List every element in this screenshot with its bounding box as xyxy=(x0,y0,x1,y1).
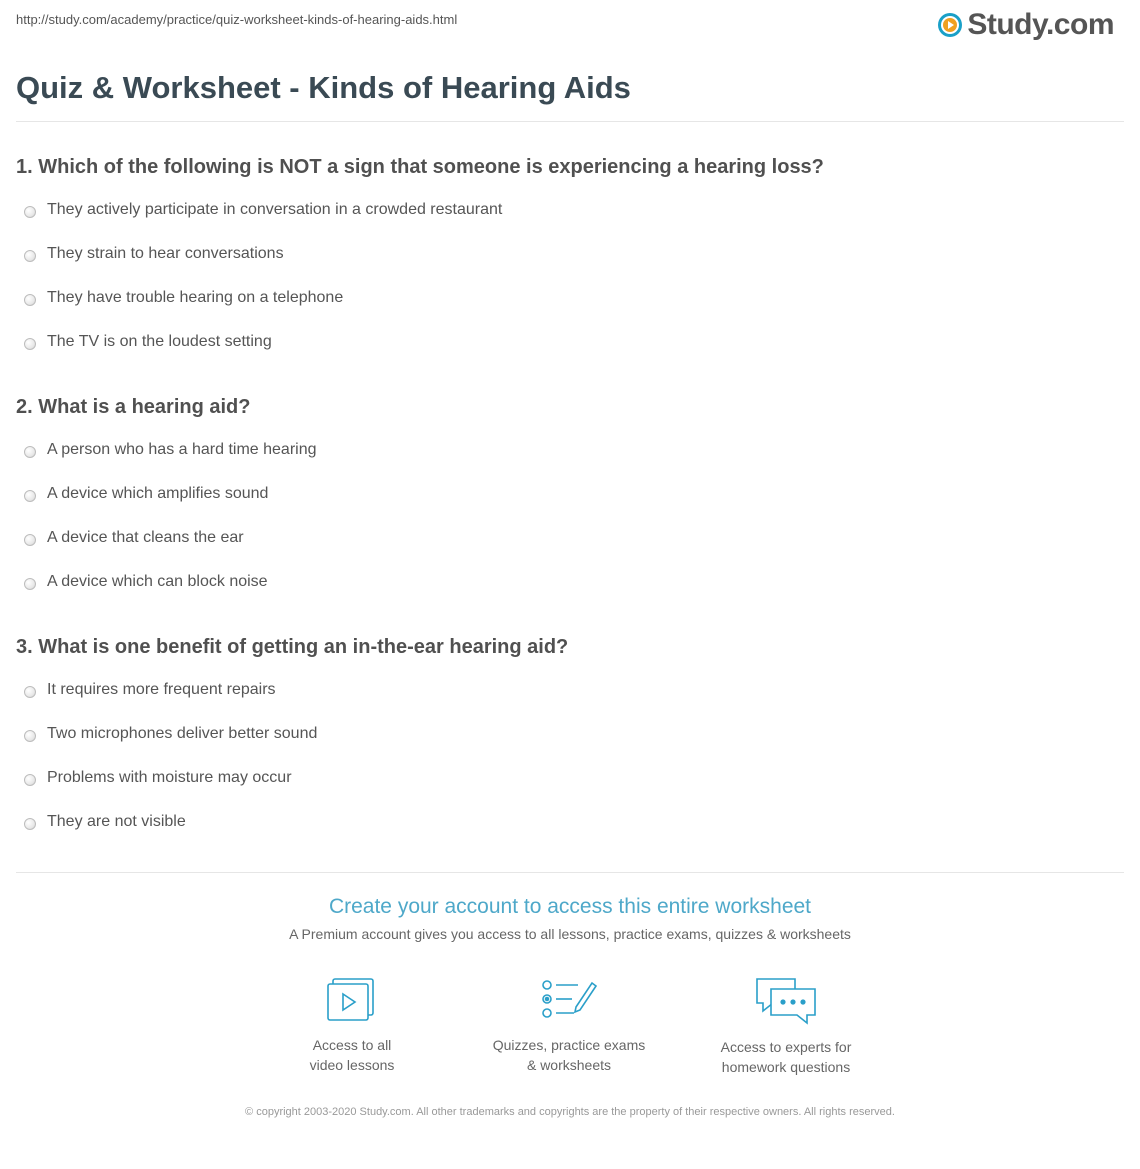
quiz-checklist-icon xyxy=(540,975,598,1025)
question-3 xyxy=(16,635,1124,845)
radio-button[interactable] xyxy=(24,730,36,742)
page-title: Quiz & Worksheet - Kinds of Hearing Aids xyxy=(16,70,631,105)
question-1 xyxy=(16,155,1124,365)
answer-label: The TV is on the loudest setting xyxy=(47,333,272,350)
cta-subtitle: A Premium account gives you access to all lessons, practice exams, quizzes & worksheets xyxy=(289,926,851,942)
answer-option[interactable] xyxy=(16,233,1124,277)
answer-option[interactable] xyxy=(16,429,1124,473)
answer-label: Problems with moisture may occur xyxy=(47,769,292,786)
answer-option[interactable] xyxy=(16,473,1124,517)
page-url: http://study.com/academy/practice/quiz-worksheet-kinds-of-hearing-aids.html xyxy=(16,12,458,27)
answer-option[interactable] xyxy=(16,757,1124,801)
feature-label: Access to experts for homework questions xyxy=(720,1039,852,1075)
question-text: 3. What is one benefit of getting an in-the-ear hearing aid? xyxy=(16,636,569,658)
question-text: 1. Which of the following is NOT a sign that someone is experiencing a hearing loss? xyxy=(16,156,824,178)
feature-label: Access to all video lessons xyxy=(309,1037,395,1073)
radio-button[interactable] xyxy=(24,338,36,350)
create-account-link[interactable]: Create your account to access this entire worksheet xyxy=(328,895,812,918)
answer-option[interactable] xyxy=(16,321,1124,365)
top-bar xyxy=(16,8,1114,42)
feature-experts xyxy=(686,975,886,1077)
answer-option[interactable] xyxy=(16,801,1124,845)
radio-button[interactable] xyxy=(24,686,36,698)
radio-button[interactable] xyxy=(24,446,36,458)
answer-label: They actively participate in conversation in a crowded restaurant xyxy=(47,201,503,218)
question-text: 2. What is a hearing aid? xyxy=(16,396,251,418)
answer-list xyxy=(16,189,1124,365)
answer-option[interactable] xyxy=(16,561,1124,605)
feature-quizzes xyxy=(469,975,669,1075)
answer-label: A device that cleans the ear xyxy=(47,529,244,546)
answer-label: They are not visible xyxy=(47,813,186,830)
answer-label: It requires more frequent repairs xyxy=(47,681,276,698)
section-divider xyxy=(16,872,1124,873)
study-logo[interactable] xyxy=(937,8,1114,42)
logo-text: Study.com xyxy=(967,8,1114,41)
answer-option[interactable] xyxy=(16,277,1124,321)
answer-label: Two microphones deliver better sound xyxy=(47,725,318,742)
chat-bubbles-icon xyxy=(753,975,819,1027)
answer-option[interactable] xyxy=(16,517,1124,561)
answer-label: They have trouble hearing on a telephone xyxy=(47,289,344,306)
feature-label: Quizzes, practice exams & worksheets xyxy=(492,1037,646,1073)
study-logo-icon xyxy=(937,12,963,38)
radio-button[interactable] xyxy=(24,774,36,786)
answer-label: A person who has a hard time hearing xyxy=(47,441,317,458)
answer-option[interactable] xyxy=(16,669,1124,713)
question-2 xyxy=(16,395,1124,605)
answer-option[interactable] xyxy=(16,189,1124,233)
copyright-footer: © copyright 2003-2020 Study.com. All other trademarks and copyrights are the property of their respective owners. All rights reserved. xyxy=(245,1106,895,1118)
answer-label: A device which amplifies sound xyxy=(47,485,269,502)
radio-button[interactable] xyxy=(24,578,36,590)
radio-button[interactable] xyxy=(24,206,36,218)
video-lessons-icon xyxy=(325,975,379,1025)
answer-label: A device which can block noise xyxy=(47,573,268,590)
radio-button[interactable] xyxy=(24,534,36,546)
answer-list xyxy=(16,669,1124,845)
radio-button[interactable] xyxy=(24,250,36,262)
answer-label: They strain to hear conversations xyxy=(47,245,284,262)
radio-button[interactable] xyxy=(24,818,36,830)
feature-video-lessons xyxy=(252,975,452,1075)
answer-option[interactable] xyxy=(16,713,1124,757)
radio-button[interactable] xyxy=(24,294,36,306)
title-divider xyxy=(16,121,1124,122)
premium-features xyxy=(0,975,1140,1085)
radio-button[interactable] xyxy=(24,490,36,502)
answer-list xyxy=(16,429,1124,605)
